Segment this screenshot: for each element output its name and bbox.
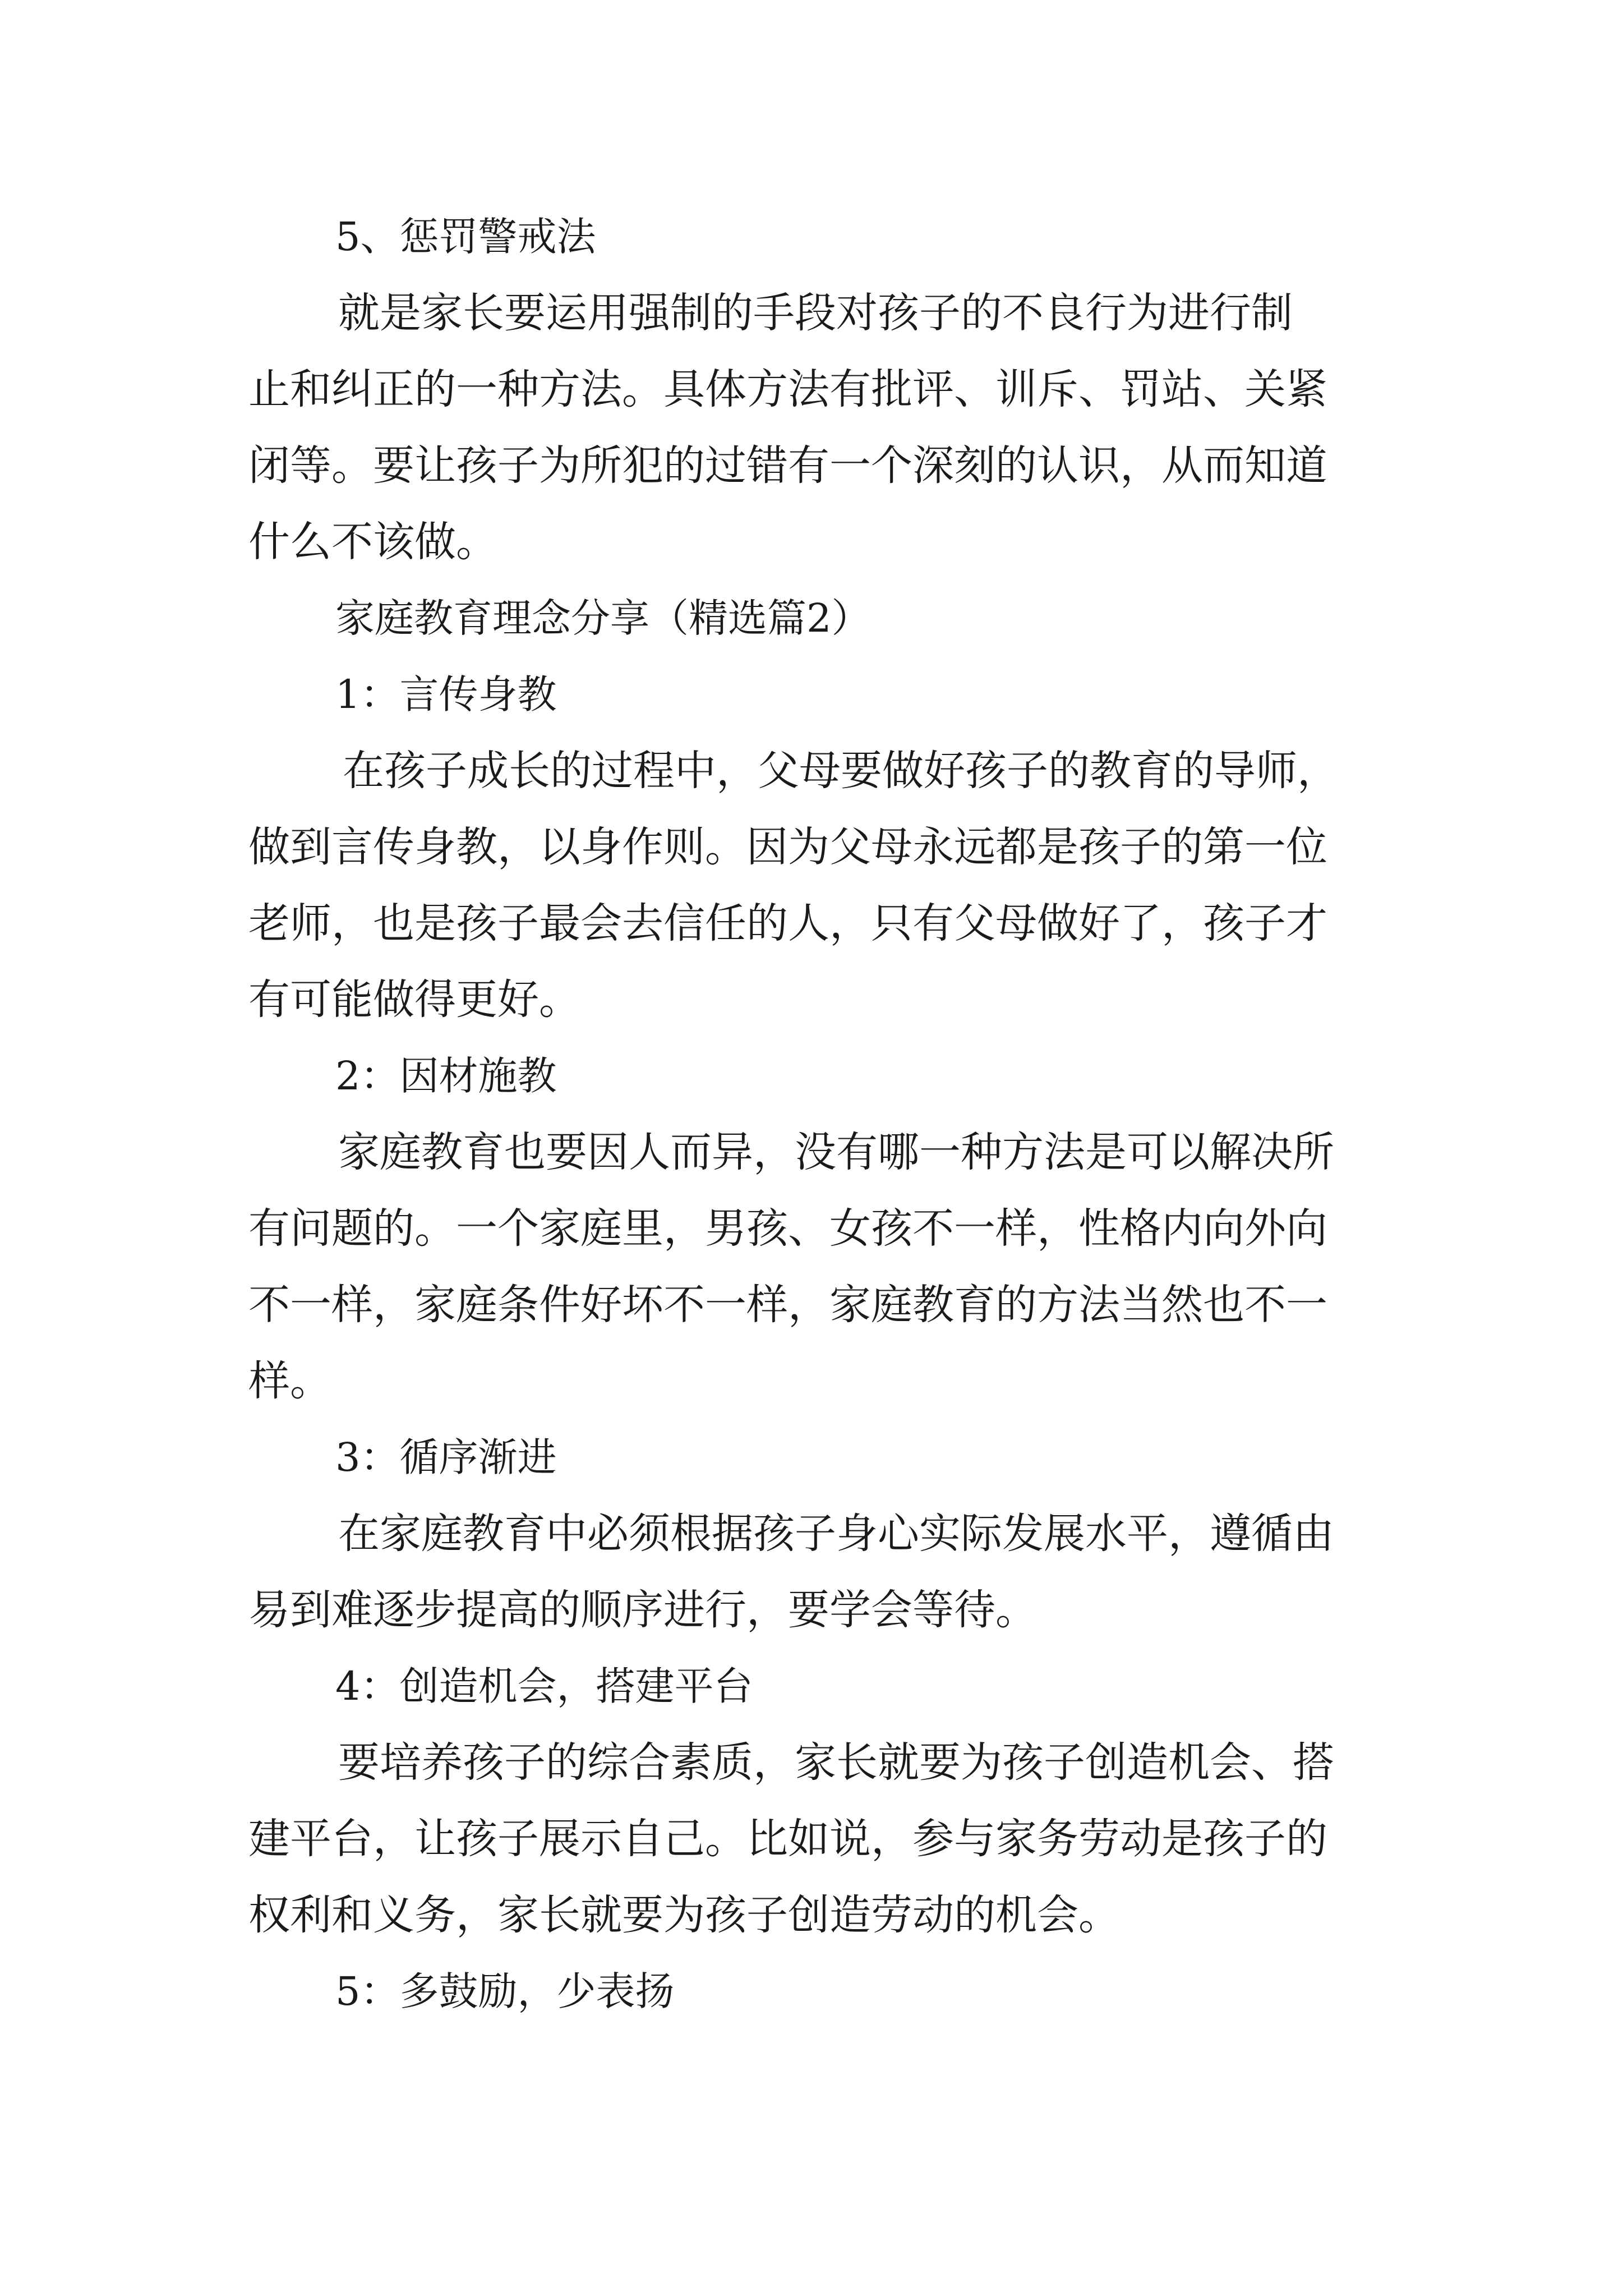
paragraph-line: 有问题的。一个家庭里，男孩、女孩不一样，性格内向外向: [248, 1204, 1327, 1253]
section-heading: 1：言传身教: [335, 671, 557, 717]
section-heading: 3：循序渐进: [335, 1434, 557, 1480]
paragraph-line: 在孩子成长的过程中，父母要做好孩子的教育的导师，: [343, 747, 1339, 795]
section-heading: 5：多鼓励，少表扬: [335, 1968, 675, 2014]
section-heading: 5、惩罚警戒法: [335, 214, 596, 260]
paragraph-line: 闭等。要让孩子为所犯的过错有一个深刻的认识，从而知道: [248, 441, 1327, 490]
paragraph-line: 样。: [248, 1357, 331, 1405]
paragraph-line: 权利和义务，家长就要为孩子创造劳动的机会。: [248, 1891, 1120, 1939]
paragraph-line: 在家庭教育中必须根据孩子身心实际发展水平，遵循由: [338, 1510, 1334, 1558]
paragraph-line: 就是家长要运用强制的手段对孩子的不良行为进行制: [338, 289, 1293, 337]
paragraph-line: 老师，也是孩子最会去信任的人，只有父母做好了，孩子才: [248, 899, 1327, 947]
paragraph-line: 止和纠正的一种方法。具体方法有批评、训斥、罚站、关紧: [248, 365, 1327, 413]
paragraph-line: 不一样，家庭条件好坏不一样，家庭教育的方法当然也不一: [248, 1281, 1327, 1329]
paragraph-line: 建平台，让孩子展示自己。比如说，参与家务劳动是孩子的: [248, 1815, 1327, 1863]
paragraph-line: 什么不该做。: [248, 518, 497, 566]
paragraph-line: 要培养孩子的综合素质，家长就要为孩子创造机会、搭: [338, 1738, 1334, 1787]
section-heading: 家庭教育理念分享（精选篇2）: [335, 595, 871, 641]
paragraph-line: 有可能做得更好。: [248, 976, 580, 1024]
section-heading: 4：创造机会，搭建平台: [335, 1663, 753, 1709]
paragraph-line: 易到难逐步提高的顺序进行，要学会等待。: [248, 1586, 1037, 1634]
paragraph-line: 家庭教育也要因人而异，没有哪一种方法是可以解决所: [338, 1128, 1334, 1176]
section-heading: 2：因材施教: [335, 1053, 557, 1099]
paragraph-line: 做到言传身教，以身作则。因为父母永远都是孩子的第一位: [248, 823, 1327, 871]
